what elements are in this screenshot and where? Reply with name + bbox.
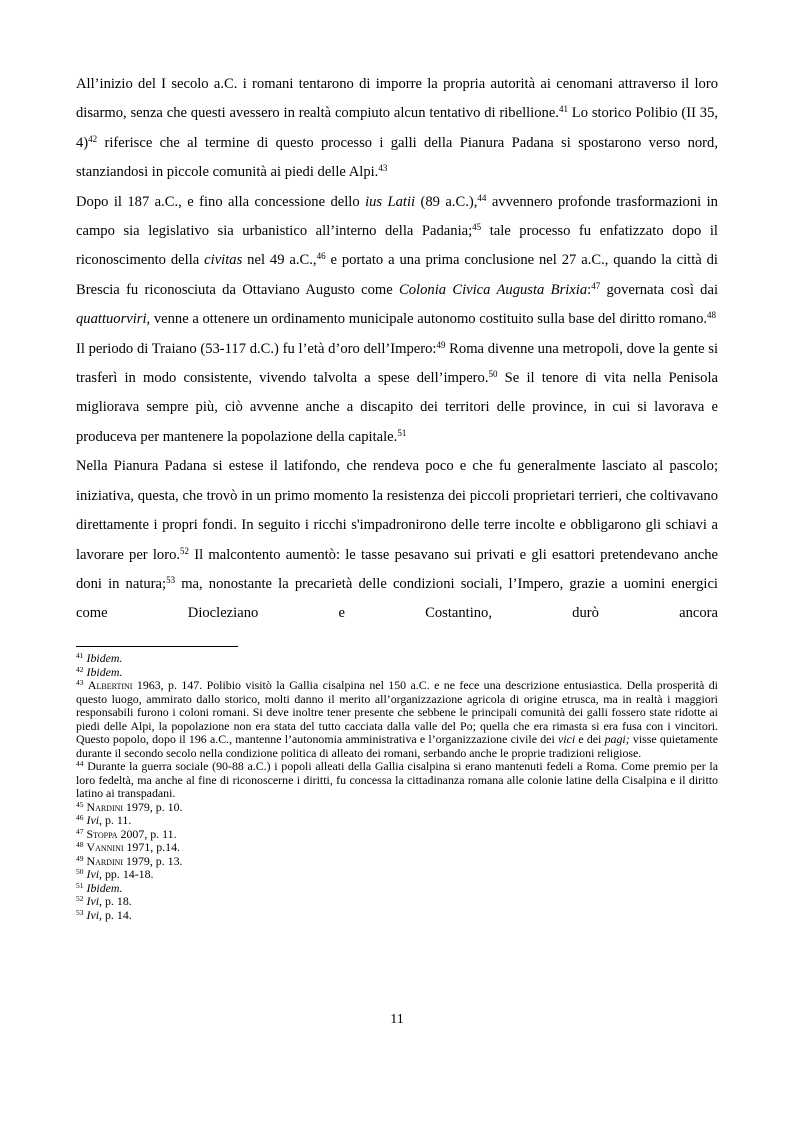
footnote-ref: 50 bbox=[488, 369, 498, 380]
footnote-number: 47 bbox=[76, 826, 84, 836]
footnote-text: , p. 11. bbox=[99, 813, 132, 827]
footnote-43 bbox=[76, 679, 718, 760]
text: Dopo il 187 a.C., e fino alla concessione dello bbox=[76, 193, 366, 210]
footnote-number: 51 bbox=[76, 880, 84, 890]
footnote-ref: 47 bbox=[591, 280, 601, 291]
footnote-number: 50 bbox=[76, 867, 84, 876]
footnote-ref: 42 bbox=[88, 133, 98, 144]
text: nel 49 a.C., bbox=[242, 252, 317, 269]
footnote-text: 1979, p. 13. bbox=[123, 853, 183, 868]
footnote-italic: Ibidem. bbox=[86, 664, 123, 679]
footnote-ref: 51 bbox=[397, 427, 407, 438]
footnote-text: 1971, p.14. bbox=[123, 840, 180, 854]
footnote-number: 46 bbox=[76, 813, 84, 822]
footnote-42 bbox=[76, 666, 718, 680]
footnote-ref: 45 bbox=[472, 222, 482, 233]
footnote-48 bbox=[76, 841, 718, 855]
text: Roma divenne una metropoli, dove la gente si trasferì in modo consistente, vivendo talvolta a spese dell’impero. bbox=[76, 340, 719, 387]
footnote-author: Albertini bbox=[87, 678, 133, 692]
italic-term: ius Latii bbox=[365, 193, 416, 210]
footnote-text: 1963, p. 147. Polibio visitò la Gallia cisalpina nel 150 a.C. e ne fece una descrizione entusiastica. Della prosperità di questo luogo, ammirato dallo storico, molti danno il merito all’organizzazione agricola di origine etrusca, ma in realtà i maggiori responsabili furono i coloni romani. Si deve inoltre tener presente che sebbene le principali comunità dei galli fossero state ridotte ai piedi delle Alpi, la popolazione non era stata del tutto cacciata dalla valle del Po; quella che era rimasta si era fusa con i vincitori. Questo popolo, dopo il 196 a.C., mantenne l’autonomia amministrativa e l’organizzazione civile dei bbox=[76, 678, 718, 746]
paragraph-2 bbox=[76, 188, 718, 335]
footnote-italic: vici bbox=[557, 732, 576, 746]
footnote-number: 52 bbox=[76, 894, 84, 903]
text: Nella Pianura Padana si estese il latifondo, che rendeva poco e che fu generalmente lasciato al pascolo; iniziativa, questa, che trovò in un primo momento la resistenza dei piccoli proprietari terrieri, che coltivavano direttamente i propri fondi. In seguito i ricchi s'impadronirono delle terre incolte e obbligarono gli schiavi a lavorare per loro. bbox=[76, 458, 718, 563]
footnote-number: 43 bbox=[76, 678, 84, 687]
footnote-text: Durante la guerra sociale (90-88 a.C.) i popoli alleati della Gallia cisalpina si erano mantenuti fedeli a Roma. Come premio per la loro fedeltà, ma anche al fine di riconoscerne i diritti, fu concessa la cittadinanza romana alle colonie latine della Cisalpina e il diritto latino ai transpadani. bbox=[76, 759, 718, 800]
footnote-number: 53 bbox=[76, 907, 84, 917]
footnote-number: 44 bbox=[76, 759, 84, 768]
footnote-italic: Ivi bbox=[86, 867, 100, 881]
paragraph-4 bbox=[76, 452, 718, 628]
footnote-italic: Ivi bbox=[86, 813, 100, 827]
footnote-ref: 52 bbox=[180, 545, 190, 556]
footnote-number: 41 bbox=[76, 651, 84, 660]
text: (89 a.C.), bbox=[415, 193, 478, 210]
page-number: 11 bbox=[390, 1012, 404, 1027]
italic-term: Colonia Civica Augusta Brixia bbox=[399, 281, 588, 298]
footnotes bbox=[76, 652, 718, 922]
footnote-ref: 49 bbox=[436, 339, 446, 350]
footnote-ref: 46 bbox=[316, 251, 326, 262]
text: governata così dai bbox=[600, 281, 719, 298]
footnote-49 bbox=[76, 855, 718, 869]
footnote-author: Vannini bbox=[86, 840, 124, 854]
footnote-text: , p. 18. bbox=[99, 894, 132, 908]
text: venne a ottenere un ordinamento municipale autonomo costituito sulla base del diritto romano. bbox=[150, 311, 708, 328]
text: avvennero profonde trasformazioni in campo sia legislativo sia urbanistico all’interno della Padania; bbox=[76, 193, 718, 240]
text: Lo storico Polibio (II 35, 4) bbox=[76, 105, 719, 151]
footnote-italic: Ibidem. bbox=[86, 651, 123, 665]
text: e portato a una prima conclusione nel 27 a.C., quando la città di Brescia fu riconosciuta da Ottaviano Augusto come bbox=[76, 252, 718, 298]
footnote-separator bbox=[76, 646, 238, 647]
footnote-number: 48 bbox=[76, 840, 84, 849]
italic-term: civitas bbox=[204, 252, 243, 269]
text: ma, nonostante la precarietà delle condizioni sociali, l’Impero, grazie a uomini energici come Diocleziano e Costantino, durò ancora bbox=[76, 575, 718, 622]
paragraph-1 bbox=[76, 70, 718, 188]
footnote-52 bbox=[76, 895, 718, 909]
footnote-author: Nardini bbox=[86, 853, 124, 868]
footnote-47 bbox=[76, 828, 718, 842]
text: Il periodo di Traiano (53-117 d.C.) fu l’età d’oro dell’Impero: bbox=[76, 340, 437, 357]
footnote-italic: pagi; bbox=[604, 732, 630, 746]
italic-term: quattuorviri, bbox=[76, 311, 151, 328]
footnote-text: visse quietamente durante il secondo secolo nella condizione politica di alleato dei romani, serbando anche le proprie tradizioni religiose. bbox=[76, 732, 718, 760]
footnote-number: 45 bbox=[76, 799, 84, 809]
text: Se il tenore di vita nella Penisola migliorava sempre più, ciò avvenne anche a discapito dei territori delle province, in cui si lavorava e produceva per mantenere la popolazione della capitale. bbox=[76, 370, 718, 445]
footnote-53 bbox=[76, 909, 718, 923]
footnote-number: 49 bbox=[76, 853, 84, 863]
footnote-ref: 44 bbox=[477, 192, 487, 203]
text: : bbox=[587, 281, 592, 298]
footnote-ref: 41 bbox=[558, 104, 568, 115]
footnote-author: Nardini bbox=[86, 799, 124, 814]
footnote-45 bbox=[76, 801, 718, 815]
paragraph-3 bbox=[76, 335, 718, 453]
footnote-text: e dei bbox=[575, 732, 605, 746]
body-text bbox=[76, 70, 718, 629]
text: All’inizio del I secolo a.C. i romani tentarono di imporre la propria autorità ai cenomani attraverso il loro disarmo, senza che questi avessero in realtà compiuto alcun tentativo di ribellione. bbox=[76, 76, 718, 122]
footnote-text: 1979, p. 10. bbox=[123, 799, 183, 814]
text: riferisce che al termine di questo processo i galli della Pianura Padana si spostarono verso nord, stanziandosi in piccole comunità ai piedi delle Alpi. bbox=[76, 134, 718, 181]
footnote-text: , pp. 14-18. bbox=[99, 867, 154, 881]
text: Il malcontento aumentò: le tasse pesavano sui privati e gli esattori pretendevano anche doni in natura; bbox=[76, 546, 718, 592]
footnote-51 bbox=[76, 882, 718, 896]
footnote-46 bbox=[76, 814, 718, 828]
footnote-text: 2007, p. 11. bbox=[117, 826, 177, 841]
footnote-50 bbox=[76, 868, 718, 882]
footnote-italic: Ivi bbox=[86, 894, 100, 908]
footnote-ref: 53 bbox=[166, 574, 176, 585]
footnote-44 bbox=[76, 760, 718, 801]
footnote-author: Stoppa bbox=[86, 826, 118, 841]
footnote-ref: 43 bbox=[378, 163, 388, 174]
footnote-number: 42 bbox=[76, 664, 84, 674]
footnote-41 bbox=[76, 652, 718, 666]
footnote-italic: Ivi bbox=[86, 907, 100, 922]
footnote-text: , p. 14. bbox=[99, 907, 132, 922]
text: tale processo fu enfatizzato dopo il riconoscimento della bbox=[76, 223, 718, 269]
footnote-italic: Ibidem. bbox=[86, 880, 123, 895]
footnote-ref: 48 bbox=[707, 310, 717, 321]
